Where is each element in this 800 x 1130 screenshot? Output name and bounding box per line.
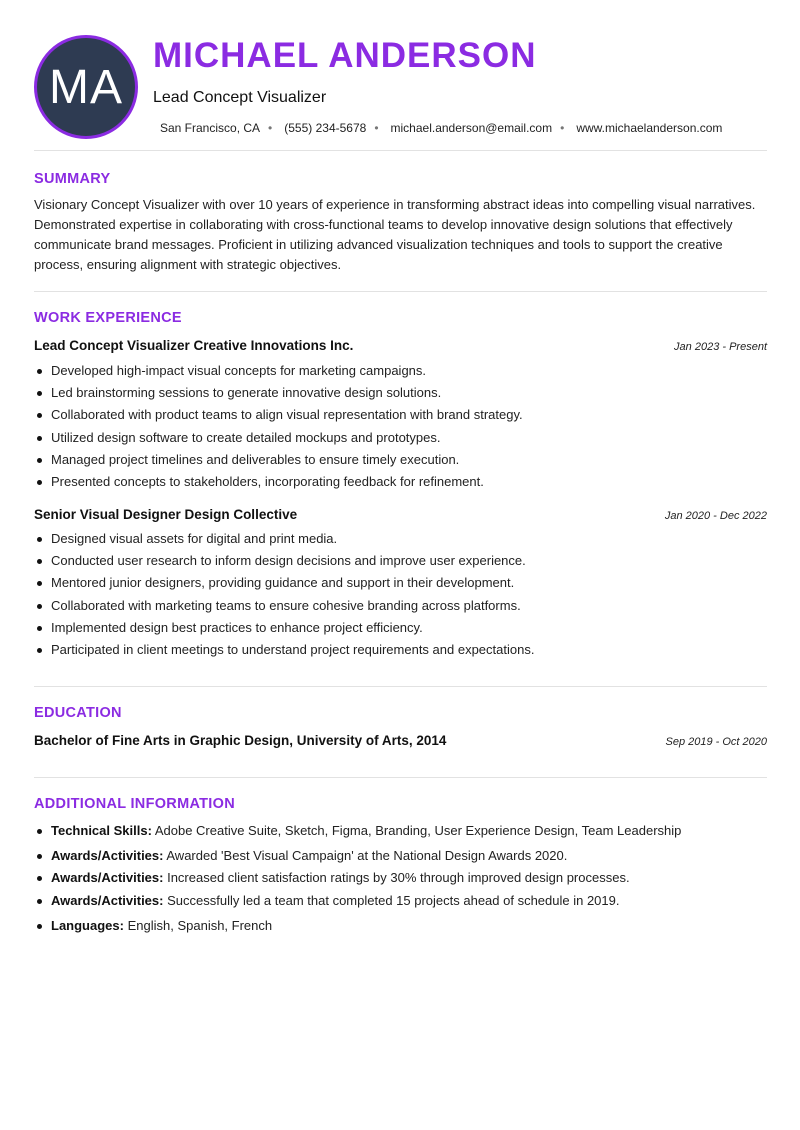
list-item-text: Presented concepts to stakeholders, incorporating feedback for refinement. <box>51 474 484 490</box>
bullet-icon <box>37 581 42 586</box>
info-value: English, Spanish, French <box>127 917 273 933</box>
list-item <box>34 550 767 572</box>
separator-dot-icon: • <box>560 121 565 135</box>
list-item-text: Utilized design software to create detailed mockups and prototypes. <box>51 429 441 445</box>
bullet-icon <box>37 924 42 929</box>
list-item-text: Mentored junior designers, providing guidance and support in their development. <box>51 575 515 591</box>
contact-website[interactable]: www.michaelanderson.com <box>576 121 723 135</box>
candidate-name: MICHAEL ANDERSON <box>153 36 537 75</box>
experience-title: WORK EXPERIENCE <box>34 310 182 326</box>
education-entry <box>34 733 767 748</box>
bullet-icon <box>37 458 42 463</box>
separator-dot-icon: • <box>268 121 273 135</box>
list-item <box>34 528 767 550</box>
bullet-icon <box>37 604 42 609</box>
bullet-icon <box>37 369 42 374</box>
list-item <box>34 404 767 426</box>
contact-phone: (555) 234-5678 <box>284 121 367 135</box>
bullet-icon <box>37 854 42 859</box>
job-header <box>34 507 767 522</box>
divider <box>34 150 767 151</box>
bullet-icon <box>37 537 42 542</box>
list-item <box>34 471 767 493</box>
list-item-text: Conducted user research to inform design decisions and improve user experience. <box>51 553 526 569</box>
info-value: Increased client satisfaction ratings by 30% through improved design processes. <box>167 870 630 886</box>
list-item-text: Managed project timelines and deliverables to ensure timely execution. <box>51 451 460 467</box>
separator-dot-icon: • <box>374 121 379 135</box>
list-item <box>34 572 767 594</box>
bullet-icon <box>37 876 42 881</box>
list-item <box>34 382 767 404</box>
list-item-text: Led brainstorming sessions to generate innovative design solutions. <box>51 385 442 401</box>
job-heading: Lead Concept Visualizer Creative Innovations Inc. <box>34 338 354 353</box>
list-item-text: Collaborated with product teams to align visual representation with brand strategy. <box>51 407 523 423</box>
divider <box>34 291 767 292</box>
summary-title: SUMMARY <box>34 171 111 187</box>
list-item <box>34 595 767 617</box>
bullet-icon <box>37 899 42 904</box>
list-item <box>34 449 767 471</box>
degree: Bachelor of Fine Arts in Graphic Design, University of Arts, 2014 <box>34 733 447 748</box>
info-label: Awards/Activities: <box>51 848 164 864</box>
info-label: Technical Skills: <box>51 823 152 838</box>
contact-email[interactable]: michael.anderson@email.com <box>390 121 553 135</box>
contact-line <box>160 121 722 135</box>
list-item <box>34 915 767 937</box>
list-item <box>34 617 767 639</box>
contact-location: San Francisco, CA <box>160 121 261 135</box>
job-date: Jan 2023 - Present <box>674 341 767 353</box>
info-value: Awarded 'Best Visual Campaign' at the National Design Awards 2020. <box>166 848 568 864</box>
list-item <box>34 845 767 867</box>
list-item-text: Designed visual assets for digital and print media. <box>51 531 338 546</box>
divider <box>34 686 767 687</box>
list-item-text: Implemented design best practices to enhance project efficiency. <box>51 619 423 635</box>
list-item-text: Collaborated with marketing teams to ensure cohesive branding across platforms. <box>51 597 521 613</box>
bullet-icon <box>37 648 42 653</box>
info-label: Languages: <box>51 917 124 933</box>
list-item <box>34 867 767 889</box>
job-bullet-list <box>34 360 767 493</box>
list-item <box>34 427 767 449</box>
bullet-icon <box>37 559 42 564</box>
list-item <box>34 820 767 842</box>
bullet-icon <box>37 413 42 418</box>
avatar <box>34 35 138 139</box>
list-item <box>34 360 767 382</box>
additional-list <box>34 820 767 937</box>
list-item-text: Developed high-impact visual concepts for marketing campaigns. <box>51 363 427 378</box>
education-title: EDUCATION <box>34 705 122 721</box>
divider <box>34 777 767 778</box>
info-label: Awards/Activities: <box>51 870 164 886</box>
summary-text: Visionary Concept Visualizer with over 10 years of experience in transforming abstract ideas into compelling visual narratives. Demonstrated expertise in collaborating with cross-functional teams to develop innovative design solutions that effectively communicate brand messages. Proficient in utilizing advanced visualization techniques and tools to support the creative process, ensuring alignment with strategic objectives. <box>34 197 756 272</box>
bullet-icon <box>37 391 42 396</box>
education-date: Sep 2019 - Oct 2020 <box>665 736 767 748</box>
job-bullet-list <box>34 528 767 661</box>
bullet-icon <box>37 626 42 631</box>
info-label: Awards/Activities: <box>51 892 164 908</box>
list-item <box>34 639 767 661</box>
bullet-icon <box>37 480 42 485</box>
additional-title: ADDITIONAL INFORMATION <box>34 796 235 812</box>
job-heading: Senior Visual Designer Design Collective <box>34 507 298 522</box>
bullet-icon <box>37 829 42 834</box>
job-date: Jan 2020 - Dec 2022 <box>664 510 767 522</box>
info-value: Successfully led a team that completed 15 projects ahead of schedule in 2019. <box>167 892 620 908</box>
avatar-initials: MA <box>49 60 123 114</box>
list-item-text: Participated in client meetings to understand project requirements and expectations. <box>51 642 535 658</box>
info-value: Adobe Creative Suite, Sketch, Figma, Branding, User Experience Design, Team Leadership <box>154 823 682 838</box>
list-item <box>34 890 767 912</box>
bullet-icon <box>37 436 42 441</box>
job-header <box>34 338 767 353</box>
candidate-role: Lead Concept Visualizer <box>153 89 327 106</box>
